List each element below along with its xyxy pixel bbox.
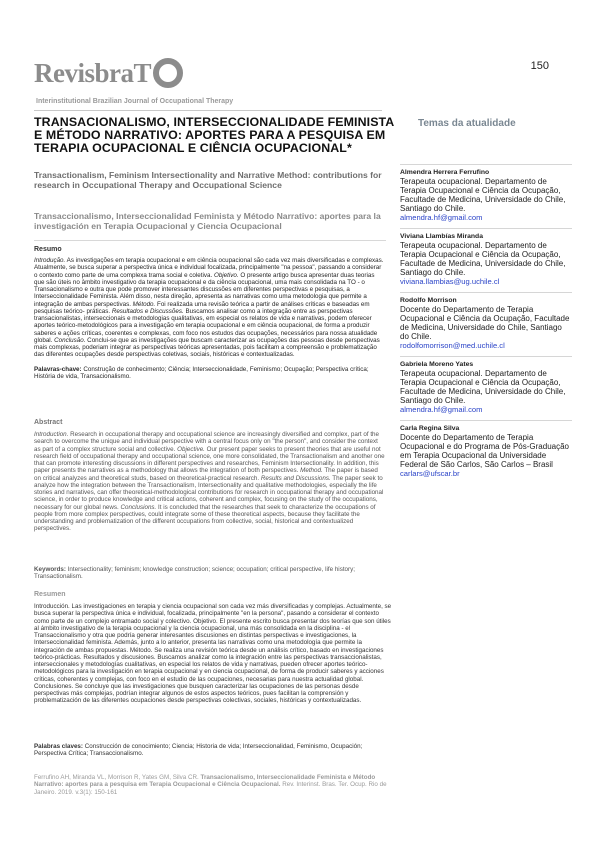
header-divider (34, 110, 382, 111)
author-name: Viviana Llambías Miranda (400, 233, 483, 240)
abstract-keywords-label: Keywords: (34, 566, 66, 573)
resumen-keywords-label: Palabras claves: (34, 743, 83, 750)
author-affiliation: Docente do Departamento de Terapia Ocupacional e Ciência da Ocupação, Facultade de Medicina, Universidade do Chile, Santiago do Chile. (400, 305, 570, 341)
abstract-intro-label: Introduction. (34, 431, 69, 438)
title-divider (34, 240, 386, 241)
authors-sidebar (400, 160, 572, 484)
resumo-method: Foi realizada uma revisão teórica a partir de análises críticas e baseadas em pesquisas teórico- práticas. (34, 300, 370, 315)
article-title-english: Transactionalism, Feminism Intersectionality and Narrative Method: contributions for research in Occupational Therapy and Occupational Science (34, 170, 382, 190)
abstract-conclusion: It is concluded that the researches that seek to characterize the occupations of people from more complex perspectives, could integrate some of these theoretical aspects, because they facilitate the understanding and problematization of the different occupations from collective, social, historical and contextualized perspectives. (34, 503, 376, 533)
author-card (400, 292, 572, 350)
abstract-body (34, 431, 386, 533)
abstract-objective-label: Objective. (175, 445, 205, 453)
abstract-keywords-text: Intersectionality; feminism; knowledge construction; science; occupation; critical perspective, life history; Transactionalism. (34, 566, 355, 581)
citation-reference: Rev. Interinst. Bras. Ter. Ocup. Rio de Janeiro. 2019. v.3(1): 150-161 (34, 781, 387, 796)
article-title: TRANSACIONALISMO, INTERSECCIONALIDADE FEMINISTA E MÉTODO NARRATIVO: APORTES PARA A PESQUISA EM TERAPIA OCUPACIONAL E CIÊNCIA OCUPACIONAL* (34, 115, 394, 155)
author-affiliation: Terapeuta ocupacional. Departamento de Terapia Ocupacional e Ciência da Ocupação, Facultade de Medicina, Universidade do Chile, Santiago do Chile. (400, 177, 566, 213)
author-card (400, 356, 572, 414)
resumo-heading: Resumo (34, 246, 62, 253)
author-email-link[interactable]: almendra.hf@gmail.com (400, 213, 483, 222)
author-email-link[interactable]: carlars@ufscar.br (400, 469, 460, 478)
section-label: Temas da atualidade (418, 118, 516, 129)
logo-ring-icon (153, 58, 183, 88)
author-card (400, 420, 572, 478)
citation-title: Transacionalismo, Interseccionalidade Feminista e Método Narrativo: aportes para a pesquisa em Terapia Ocupacional e Ciência Ocupacional. (34, 774, 376, 789)
resumo-objective-label: Objetivo. (212, 271, 239, 279)
abstract-method-label: Method. (298, 467, 323, 475)
abstract-results-label: Results and Discussions. (259, 474, 331, 482)
abstract-conclusion-label: Conclusions. (118, 503, 157, 511)
resumo-keywords (34, 366, 386, 381)
author-affiliation: Terapeuta ocupacional. Departamento de Terapia Ocupacional e Ciência da Ocupação, Facultade de Medicina, Universidade do Chile, Santiago do Chile. (400, 369, 566, 405)
citation (34, 774, 394, 796)
citation-authors: Ferrufino AH, Miranda VL, Morrison R, Yates GM, Silva CR. (34, 774, 199, 781)
author-divider (400, 292, 572, 293)
resumo-results: Buscamos analisar como a integração entre as perspectivas transacionalistas, interseccionais e metodologias qualitativas, em especial os relatos de vida e narrativas, podem oferecer aportes teórico-metodológicos para a investigação em terapia ocupacional e em ciência ocupacional, de forma a produzir saberes e ações críticas, coerentes e complexas, com foco nos estudos das ocupações, necessários para nossa atualidade global. (34, 307, 378, 344)
page-number: 150 (530, 60, 549, 72)
author-name: Rodolfo Morrison (400, 297, 457, 304)
resumo-keywords-label: Palavras-chave: (34, 366, 82, 373)
resumen-body: Introducción. Las investigaciones en terapia y ciencia ocupacional son cada vez más diversificadas y complejas. Actualmente, se busca superar la perspectiva única e individual, focalizada, principalmente "en la persona", pasando a considerar el contexto como parte de un complejo entramado social y colectivo. Objetivo. El presente escrito busca presentar dos teorías que son útiles al ámbito investigativo de la terapia ocupacional y la ciencia ocupacional, una más consolidada en la disciplina - el Transaccionalismo y otra que podría generar interesantes discusiones en distintas perspectivas e investigaciones, la Interseccionalidad feminista. Además, junto a lo anterior, presenta las narrativas como una metodología que permite la integración de ambas propuestas. Método. Se realiza una revisión teórica desde un análisis crítico, basado en investigaciones teórico-prácticas. Resultados y discusiones. Buscamos analizar como la integración entre las perspectivas transaccionalistas, interseccionales y metodologías cualitativas, en especial los relatos de vida y narrativas, pueden ofrecer aportes teórico-metodológicos para la investigación en terapia ocupacional y en ciencia ocupacional, de forma de producir saberes y acciones críticas, coherentes y complejas, con foco en el estudio de las ocupaciones, necesarias para nuestra actualidad global. Conclusiones. Se concluye que las investigaciones que busquen caracterizar las ocupaciones de las personas desde perspectivas más complejas, podrían integrar algunos de estos aspectos teóricos, pues facilitan la comprensión y problematización de las diferentes ocupaciones desde perspectivas colectivas, sociales, históricas y contextualizadas. (34, 603, 392, 705)
abstract-intro: Research in occupational therapy and occupational science are increasingly diversified and complex, part of the search to overcome the unique and individual perspective with a central focus only on "the person", and consider the context as part of a complex structure social and collective. (34, 431, 380, 453)
author-divider (400, 164, 572, 165)
author-email-link[interactable]: viviana.llambias@ug.uchile.cl (400, 277, 500, 286)
author-affiliation: Docente do Departamento de Terapia Ocupacional e do Programa de Pós-Graduação em Terapia Ocupacional da Universidade Federal de São Carlos, São Carlos – Brasil (400, 433, 569, 469)
resumen-heading: Resumen (34, 591, 66, 598)
resumo-conclusion-label: Conclusão. (52, 336, 86, 344)
author-divider (400, 420, 572, 421)
abstract-method: The paper is based on critical analyzes and theoretical studs, based on theoretical-practical research. (34, 467, 378, 482)
author-card (400, 228, 572, 286)
resumo-intro: As investigações em terapia ocupacional e em ciência ocupacional são cada vez mais diversificadas e complexas. Atualmente, se busca superar a perspectiva única e individual focalizada, principalmente "na pessoa", passando a considerar o contexto como parte de uma complexa trama social e coletiva. (34, 257, 384, 279)
author-card (400, 164, 572, 222)
author-divider (400, 228, 572, 229)
resumo-conclusion: Conclui-se que as investigações que buscam caracterizar as ocupações das pessoas desde perspectivas mais complexas, poderiam integrar as perspectivas teóricas apresentadas, pois facilitam a compreensão e problematização das diferentes ocupações desde perspectivas coletivas, sociais, históricas e contextualizadas. (34, 336, 380, 359)
journal-subtitle: Interinstitutional Brazilian Journal of Occupational Therapy (36, 98, 234, 105)
author-email-link[interactable]: rodolfomorrison@med.uchile.cl (400, 341, 505, 350)
resumen-keywords (34, 743, 386, 758)
author-name: Gabriela Moreno Yates (400, 361, 474, 368)
resumo-results-label: Resultados e Discussões. (110, 307, 184, 315)
resumo-objective: O presente artigo busca apresentar duas teorias que são úteis no âmbito investigativo da terapia ocupacional e da ciência ocupacional, uma mais consolidada na TO - o Transacionalismo e outra que pode promover interessantes discussões em diferentes perspectivas e pesquisas, a Interseccionalidade Feminista. Além disso, nesta direção, apresenta as narrativas como uma metodologia que permite a integração de ambas perspectivas. (34, 271, 375, 308)
abstract-objective: Our present paper seeks to present theories that are useful not research field of occupational therapy and occupational science, one more consolidated, the Transactionalism and another one that can promote interesting discussions in different perspectives and researches, Feminism Intersectionality. In addition, this paper presents the narratives as a methodology that allows the integration of both perspectives. (34, 445, 385, 475)
author-divider (400, 356, 572, 357)
author-email-link[interactable]: almendra.hf@gmail.com (400, 405, 483, 414)
journal-logo-text: RevisbraT (34, 58, 151, 88)
author-affiliation: Terapeuta ocupacional. Departamento de Terapia Ocupacional e Ciência da Ocupação, Facultade de Medicina, Universidade do Chile, Santiago do Chile. (400, 241, 566, 277)
resumo-body (34, 257, 386, 359)
author-name: Almendra Herrera Ferrufino (400, 169, 490, 176)
author-name: Carla Regina Silva (400, 425, 460, 432)
article-title-spanish: Transaccionalismo, Interseccionalidad Feminista y Método Narrativo: aportes para la investigación en Terapia Ocupacional y Ciencia Ocupacional (34, 211, 381, 231)
resumen-keywords-text: Construcción de conocimiento; Ciencia; Historia de vida; Interseccionalidad, Feminismo, Ocupación; Perspectiva Crítica; Transaccionalismo. (34, 743, 363, 758)
abstract-results: The paper seek to analyze how the integration between the Transactionalism, Intersectionality and qualitative methodologies, especially the life stories and narratives, can offer theoretical-methodological contributions for research in occupational therapy and occupational science, in order to produce knowledge and critical actions, coherent and complex, focusing on the study of the occupations, necessary for our global news. (34, 474, 384, 511)
abstract-heading: Abstract (34, 419, 63, 426)
resumo-keywords-text: Construção de conhecimento; Ciência; Interseccionalidade, Feminismo; Ocupação; Perspectiva crítica; História de vida, Transacionalismo. (34, 366, 369, 381)
resumo-intro-label: Introdução. (34, 257, 66, 264)
abstract-keywords (34, 566, 386, 581)
resumo-method-label: Método. (130, 300, 156, 308)
